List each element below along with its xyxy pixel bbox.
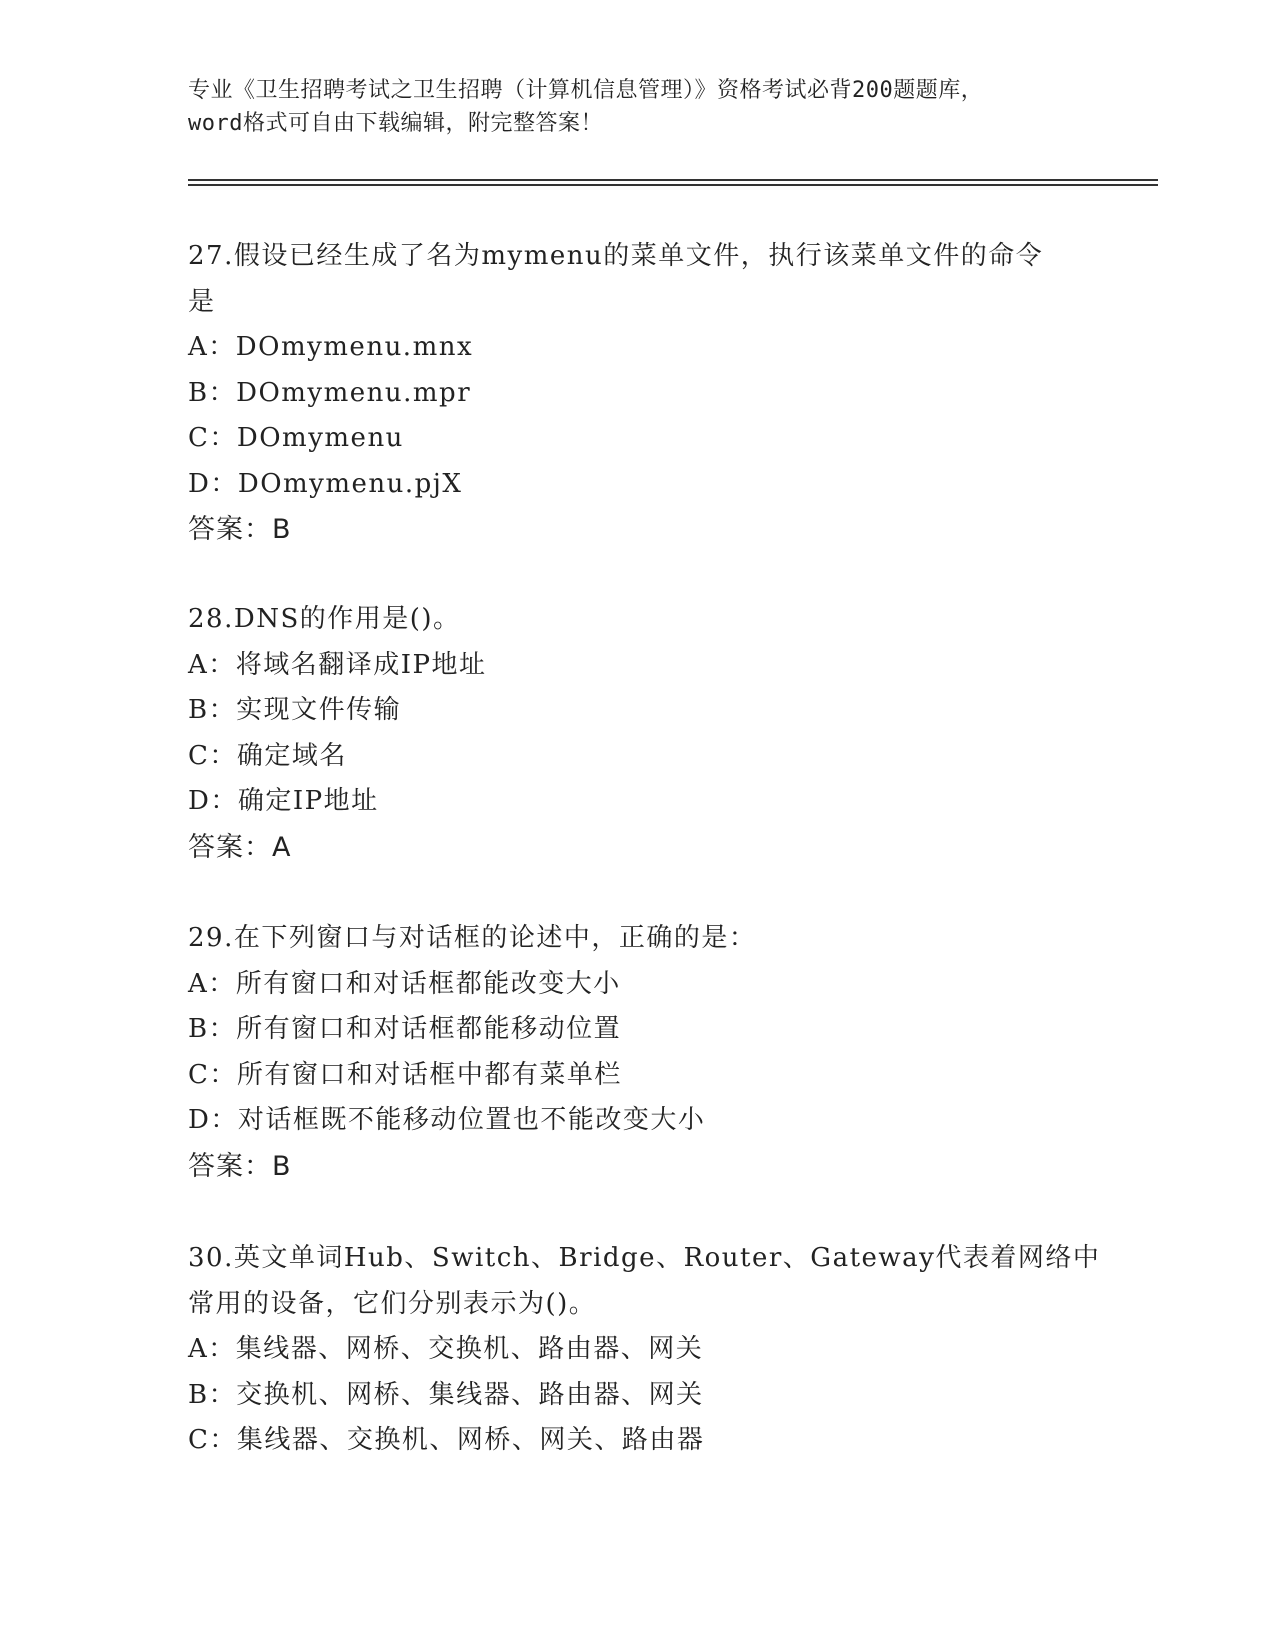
header-title-line-2: word格式可自由下载编辑，附完整答案！ — [188, 111, 603, 136]
option-d: D：DOmymenu.pjX — [188, 468, 463, 499]
option-d: D：对话框既不能移动位置也不能改变大小 — [188, 1105, 706, 1135]
option-c: C：所有窗口和对话框中都有菜单栏 — [188, 1059, 622, 1090]
option-b: B：实现文件传输 — [188, 695, 402, 725]
question-stem: 是 — [188, 286, 216, 317]
option-a: A：DOmymenu.mnx — [188, 332, 474, 362]
question-stem: 29.在下列窗口与对话框的论述中，正确的是： — [188, 923, 757, 953]
option-b: B：交换机、网桥、集线器、路由器、网关 — [188, 1379, 704, 1410]
question-29 — [188, 916, 1088, 1189]
option-c: C：确定域名 — [188, 740, 347, 771]
question-27 — [188, 234, 1088, 553]
answer-label: 答案：A — [188, 831, 292, 863]
header-divider-top — [188, 179, 1158, 181]
header-title-line-1: 专业《卫生招聘考试之卫生招聘（计算机信息管理）》资格考试必背200题题库， — [188, 78, 984, 103]
answer-label: 答案：B — [188, 514, 292, 545]
header-divider-bottom — [188, 184, 1158, 186]
answer-label: 答案：B — [188, 1150, 292, 1182]
option-c: C：DOmymenu — [188, 423, 404, 453]
question-stem: 28.DNS的作用是()。 — [188, 604, 461, 634]
question-30 — [188, 1236, 1101, 1464]
question-28 — [188, 597, 1088, 870]
option-b: B：DOmymenu.mpr — [188, 377, 472, 408]
question-stem: 常用的设备，它们分别表示为()。 — [188, 1288, 597, 1319]
document-header — [188, 74, 1108, 140]
option-b: B：所有窗口和对话框都能移动位置 — [188, 1014, 622, 1044]
option-c: C：集线器、交换机、网桥、网关、路由器 — [188, 1425, 705, 1455]
option-a: A：集线器、网桥、交换机、路由器、网关 — [188, 1334, 704, 1364]
question-stem: 30.英文单词Hub、Switch、Bridge、Router、Gateway代表着网络中 — [188, 1243, 1101, 1273]
question-stem: 27.假设已经生成了名为mymenu的菜单文件，执行该菜单文件的命令 — [188, 241, 1044, 271]
option-a: A：将域名翻译成IP地址 — [188, 649, 487, 680]
option-d: D：确定IP地址 — [188, 786, 379, 816]
option-a: A：所有窗口和对话框都能改变大小 — [188, 968, 621, 999]
